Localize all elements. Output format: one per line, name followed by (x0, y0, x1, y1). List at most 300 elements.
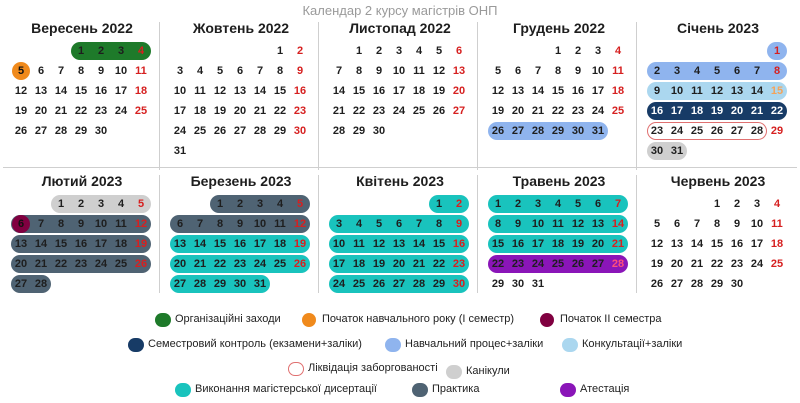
day-cell: 28 (531, 125, 545, 137)
month-title: Вересень 2022 (31, 20, 133, 36)
day-cell: 9 (77, 218, 85, 230)
day-cell: 6 (733, 65, 741, 77)
day-cell: 4 (196, 65, 204, 77)
day-cell: 1 (435, 198, 443, 210)
day-cell: 30 (571, 125, 585, 137)
day-cell: 18 (352, 258, 366, 270)
day-cell: 2 (653, 65, 661, 77)
day-cell: 3 (335, 218, 343, 230)
day-cell: 17 (94, 238, 108, 250)
day-cell: 2 (77, 198, 85, 210)
day-cell: 17 (392, 85, 406, 97)
month-title: Березень 2023 (190, 173, 292, 189)
day-cell: 9 (296, 65, 304, 77)
day-cell: 8 (77, 65, 85, 77)
day-cell: 26 (650, 278, 664, 290)
day-cell: 7 (614, 198, 622, 210)
day-cell: 19 (710, 105, 724, 117)
day-cell: 4 (773, 198, 781, 210)
day-cell: 25 (134, 105, 148, 117)
day-cell: 13 (392, 238, 406, 250)
day-grid (488, 194, 628, 320)
day-cell: 12 (293, 218, 307, 230)
day-cell: 20 (173, 258, 187, 270)
day-cell: 19 (372, 258, 386, 270)
month-title: Червень 2023 (670, 173, 766, 189)
day-cell: 31 (591, 125, 605, 137)
day-cell: 17 (253, 238, 267, 250)
day-cell: 31 (670, 145, 684, 157)
day-cell: 9 (236, 218, 244, 230)
month-1 (3, 20, 161, 170)
day-cell: 9 (733, 218, 741, 230)
day-cell: 15 (770, 85, 784, 97)
day-cell: 15 (273, 85, 287, 97)
day-cell: 24 (94, 258, 108, 270)
day-cell: 7 (415, 218, 423, 230)
legend-swatch (128, 338, 144, 352)
day-cell: 13 (14, 238, 28, 250)
day-cell: 28 (412, 278, 426, 290)
day-cell: 13 (173, 238, 187, 250)
day-cell: 17 (591, 85, 605, 97)
day-cell: 25 (690, 125, 704, 137)
column-divider (159, 175, 160, 293)
day-cell: 2 (375, 45, 383, 57)
legend-label: Ліквідація заборгованості (308, 362, 438, 374)
day-cell: 28 (690, 278, 704, 290)
day-cell: 30 (372, 125, 386, 137)
month-8 (321, 173, 479, 323)
day-cell: 25 (273, 258, 287, 270)
legend-label: Семестровий контроль (екзамени+заліки) (148, 338, 362, 350)
day-cell: 11 (115, 218, 127, 230)
day-cell: 11 (274, 218, 286, 230)
day-cell: 3 (753, 198, 761, 210)
day-cell: 22 (352, 105, 366, 117)
day-cell: 7 (693, 218, 701, 230)
day-cell: 29 (710, 278, 724, 290)
day-cell: 14 (750, 85, 764, 97)
day-cell: 24 (531, 258, 545, 270)
day-grid (11, 41, 151, 167)
day-cell: 11 (691, 85, 703, 97)
day-cell: 23 (74, 258, 88, 270)
day-grid (488, 41, 628, 167)
day-cell: 27 (14, 278, 28, 290)
day-cell: 26 (710, 125, 724, 137)
day-cell: 9 (97, 65, 105, 77)
legend-swatch (412, 383, 428, 397)
day-cell: 22 (273, 105, 287, 117)
day-cell: 16 (293, 85, 307, 97)
month-title: Лютий 2023 (41, 173, 123, 189)
day-cell: 25 (114, 258, 128, 270)
day-cell: 30 (293, 125, 307, 137)
day-cell: 13 (511, 85, 525, 97)
day-cell: 19 (293, 238, 307, 250)
day-cell: 21 (412, 258, 426, 270)
day-cell: 3 (256, 198, 264, 210)
month-5 (639, 20, 797, 170)
day-cell: 20 (670, 258, 684, 270)
day-cell: 15 (352, 85, 366, 97)
day-cell: 1 (713, 198, 721, 210)
page-title: Календар 2 курсу магістрів ОНП (302, 3, 498, 18)
day-cell: 14 (34, 238, 48, 250)
day-cell: 2 (455, 198, 463, 210)
day-cell: 4 (614, 45, 622, 57)
day-cell: 22 (432, 258, 446, 270)
day-cell: 18 (770, 238, 784, 250)
day-cell: 2 (733, 198, 741, 210)
day-cell: 10 (392, 65, 406, 77)
day-cell: 12 (710, 85, 724, 97)
day-cell: 22 (770, 105, 784, 117)
day-cell: 8 (355, 65, 363, 77)
day-cell: 15 (551, 85, 565, 97)
day-cell: 18 (611, 85, 625, 97)
day-cell: 29 (352, 125, 366, 137)
legend-swatch (302, 313, 316, 327)
day-cell: 3 (395, 45, 403, 57)
month-title: Жовтень 2022 (192, 20, 290, 36)
day-cell: 15 (432, 238, 446, 250)
day-cell: 12 (213, 85, 227, 97)
day-cell: 6 (673, 218, 681, 230)
day-cell: 29 (770, 125, 784, 137)
day-cell: 21 (531, 105, 545, 117)
day-cell: 23 (452, 258, 466, 270)
day-cell: 24 (670, 125, 684, 137)
day-grid (170, 194, 310, 320)
day-cell: 23 (94, 105, 108, 117)
day-cell: 4 (415, 45, 423, 57)
day-cell: 13 (452, 65, 466, 77)
day-cell: 8 (713, 218, 721, 230)
day-cell: 20 (233, 105, 247, 117)
day-cell: 27 (392, 278, 406, 290)
day-cell: 6 (514, 65, 522, 77)
day-cell: 10 (670, 85, 684, 97)
legend-swatch (446, 365, 462, 379)
day-cell: 19 (134, 238, 148, 250)
day-cell: 17 (670, 105, 684, 117)
legend-label: Навчальний процес+заліки (405, 338, 544, 350)
legend-label: Канікули (466, 365, 510, 377)
month-title: Травень 2023 (512, 173, 606, 189)
legend-swatch (385, 338, 401, 352)
day-cell: 5 (375, 218, 383, 230)
month-10 (639, 173, 797, 323)
day-cell: 28 (34, 278, 48, 290)
day-cell: 12 (491, 85, 505, 97)
day-cell: 3 (594, 45, 602, 57)
day-cell: 10 (173, 85, 187, 97)
legend-swatch (540, 313, 554, 327)
day-cell: 9 (574, 65, 582, 77)
day-cell: 5 (137, 198, 145, 210)
day-cell: 10 (253, 218, 267, 230)
day-cell: 1 (554, 45, 562, 57)
day-cell: 29 (273, 125, 287, 137)
day-cell: 6 (395, 218, 403, 230)
day-cell: 24 (591, 105, 605, 117)
day-cell: 27 (452, 105, 466, 117)
day-cell: 2 (574, 45, 582, 57)
day-cell: 3 (673, 65, 681, 77)
day-grid (170, 41, 310, 167)
day-cell: 29 (213, 278, 227, 290)
day-cell: 7 (335, 65, 343, 77)
day-cell: 17 (750, 238, 764, 250)
column-divider (318, 22, 319, 170)
day-cell: 19 (14, 105, 28, 117)
day-cell: 28 (54, 125, 68, 137)
day-cell: 20 (452, 85, 466, 97)
day-cell: 21 (611, 238, 625, 250)
day-cell: 29 (432, 278, 446, 290)
day-cell: 22 (710, 258, 724, 270)
legend-label: Атестація (580, 383, 630, 395)
day-cell: 5 (435, 45, 443, 57)
day-cell: 7 (534, 65, 542, 77)
day-cell: 16 (372, 85, 386, 97)
day-cell: 18 (114, 238, 128, 250)
day-cell: 15 (213, 238, 227, 250)
day-cell: 6 (17, 218, 25, 230)
day-cell: 15 (491, 238, 505, 250)
day-grid (11, 194, 151, 320)
day-cell: 20 (730, 105, 744, 117)
day-cell: 2 (514, 198, 522, 210)
day-cell: 27 (591, 258, 605, 270)
day-cell: 8 (216, 218, 224, 230)
day-cell: 16 (94, 85, 108, 97)
day-cell: 11 (413, 65, 425, 77)
day-cell: 30 (452, 278, 466, 290)
day-cell: 1 (355, 45, 363, 57)
day-cell: 1 (773, 45, 781, 57)
day-cell: 14 (690, 238, 704, 250)
day-cell: 29 (551, 125, 565, 137)
day-cell: 24 (392, 105, 406, 117)
day-cell: 14 (412, 238, 426, 250)
day-cell: 15 (710, 238, 724, 250)
day-cell: 2 (296, 45, 304, 57)
day-cell: 6 (176, 218, 184, 230)
month-9 (480, 173, 638, 323)
day-cell: 12 (571, 218, 585, 230)
day-cell: 18 (273, 238, 287, 250)
day-cell: 8 (435, 218, 443, 230)
day-cell: 8 (494, 218, 502, 230)
day-cell: 17 (114, 85, 128, 97)
day-cell: 31 (173, 145, 187, 157)
day-cell: 5 (494, 65, 502, 77)
day-cell: 4 (693, 65, 701, 77)
legend-label: Початок навчального року (І семестр) (322, 313, 515, 325)
row-divider (3, 167, 797, 168)
day-cell: 22 (213, 258, 227, 270)
month-3 (321, 20, 479, 170)
day-cell: 23 (650, 125, 664, 137)
day-cell: 19 (650, 258, 664, 270)
column-divider (477, 22, 478, 170)
legend-label: Організаційні заходи (175, 313, 281, 325)
day-cell: 24 (750, 258, 764, 270)
legend-label: Конкультації+заліки (582, 338, 683, 350)
day-cell: 28 (332, 125, 346, 137)
day-cell: 22 (491, 258, 505, 270)
day-grid (647, 194, 787, 320)
day-cell: 16 (233, 238, 247, 250)
day-cell: 1 (57, 198, 65, 210)
day-cell: 27 (173, 278, 187, 290)
day-cell: 24 (173, 125, 187, 137)
month-6 (3, 173, 161, 323)
day-cell: 5 (713, 65, 721, 77)
day-cell: 19 (571, 238, 585, 250)
day-cell: 19 (491, 105, 505, 117)
day-cell: 4 (276, 198, 284, 210)
day-cell: 28 (193, 278, 207, 290)
day-cell: 16 (511, 238, 525, 250)
day-cell: 25 (770, 258, 784, 270)
day-cell: 20 (511, 105, 525, 117)
day-cell: 3 (97, 198, 105, 210)
day-cell: 9 (375, 65, 383, 77)
day-cell: 5 (296, 198, 304, 210)
legend-swatch (562, 338, 578, 352)
day-cell: 23 (372, 105, 386, 117)
day-cell: 21 (332, 105, 346, 117)
day-cell: 30 (730, 278, 744, 290)
day-cell: 10 (94, 218, 108, 230)
day-cell: 20 (591, 238, 605, 250)
day-cell: 30 (94, 125, 108, 137)
day-cell: 26 (293, 258, 307, 270)
day-cell: 29 (74, 125, 88, 137)
day-cell: 27 (511, 125, 525, 137)
day-cell: 12 (650, 238, 664, 250)
day-cell: 27 (34, 125, 48, 137)
day-cell: 5 (574, 198, 582, 210)
day-cell: 26 (372, 278, 386, 290)
day-cell: 8 (276, 65, 284, 77)
day-cell: 2 (97, 45, 105, 57)
day-cell: 10 (750, 218, 764, 230)
day-cell: 16 (74, 238, 88, 250)
day-cell: 19 (432, 85, 446, 97)
day-cell: 12 (372, 238, 386, 250)
day-cell: 26 (571, 258, 585, 270)
day-cell: 6 (594, 198, 602, 210)
day-cell: 11 (612, 65, 624, 77)
day-cell: 28 (750, 125, 764, 137)
day-cell: 29 (491, 278, 505, 290)
month-7 (162, 173, 320, 323)
day-cell: 23 (293, 105, 307, 117)
day-cell: 13 (34, 85, 48, 97)
column-divider (636, 175, 637, 293)
day-cell: 18 (690, 105, 704, 117)
day-cell: 20 (34, 105, 48, 117)
day-cell: 7 (256, 65, 264, 77)
day-cell: 30 (233, 278, 247, 290)
day-cell: 3 (176, 65, 184, 77)
day-cell: 14 (193, 238, 207, 250)
day-cell: 30 (511, 278, 525, 290)
legend-label: Виконання магістерської дисертації (195, 383, 377, 395)
day-cell: 21 (253, 105, 267, 117)
day-cell: 4 (355, 218, 363, 230)
day-cell: 24 (332, 278, 346, 290)
day-cell: 14 (54, 85, 68, 97)
day-cell: 12 (432, 65, 446, 77)
month-title: Січень 2023 (676, 20, 759, 36)
day-cell: 19 (213, 105, 227, 117)
day-cell: 17 (332, 258, 346, 270)
day-cell: 1 (276, 45, 284, 57)
day-cell: 26 (14, 125, 28, 137)
day-cell: 27 (730, 125, 744, 137)
day-cell: 26 (491, 125, 505, 137)
day-cell: 23 (511, 258, 525, 270)
day-cell: 28 (611, 258, 625, 270)
day-cell: 14 (332, 85, 346, 97)
day-cell: 8 (57, 218, 65, 230)
day-cell: 21 (690, 258, 704, 270)
day-cell: 25 (551, 258, 565, 270)
day-cell: 2 (236, 198, 244, 210)
day-cell: 16 (571, 85, 585, 97)
day-cell: 14 (253, 85, 267, 97)
day-cell: 25 (412, 105, 426, 117)
day-cell: 1 (216, 198, 224, 210)
day-cell: 18 (551, 238, 565, 250)
day-cell: 7 (753, 65, 761, 77)
day-cell: 10 (531, 218, 545, 230)
day-cell: 23 (571, 105, 585, 117)
day-cell: 13 (233, 85, 247, 97)
column-divider (318, 175, 319, 293)
day-cell: 12 (14, 85, 28, 97)
day-cell: 23 (730, 258, 744, 270)
day-cell: 9 (455, 218, 463, 230)
day-cell: 11 (135, 65, 147, 77)
column-divider (636, 22, 637, 170)
day-cell: 10 (591, 65, 605, 77)
day-cell: 5 (216, 65, 224, 77)
day-cell: 20 (392, 258, 406, 270)
day-cell: 7 (37, 218, 45, 230)
day-cell: 26 (134, 258, 148, 270)
day-cell: 25 (193, 125, 207, 137)
day-grid (329, 194, 469, 320)
day-cell: 20 (14, 258, 28, 270)
day-cell: 10 (114, 65, 128, 77)
day-cell: 13 (591, 218, 605, 230)
day-cell: 7 (196, 218, 204, 230)
day-cell: 31 (253, 278, 267, 290)
day-cell: 31 (531, 278, 545, 290)
day-cell: 21 (750, 105, 764, 117)
day-cell: 12 (134, 218, 148, 230)
day-cell: 15 (54, 238, 68, 250)
day-cell: 24 (253, 258, 267, 270)
day-cell: 15 (74, 85, 88, 97)
